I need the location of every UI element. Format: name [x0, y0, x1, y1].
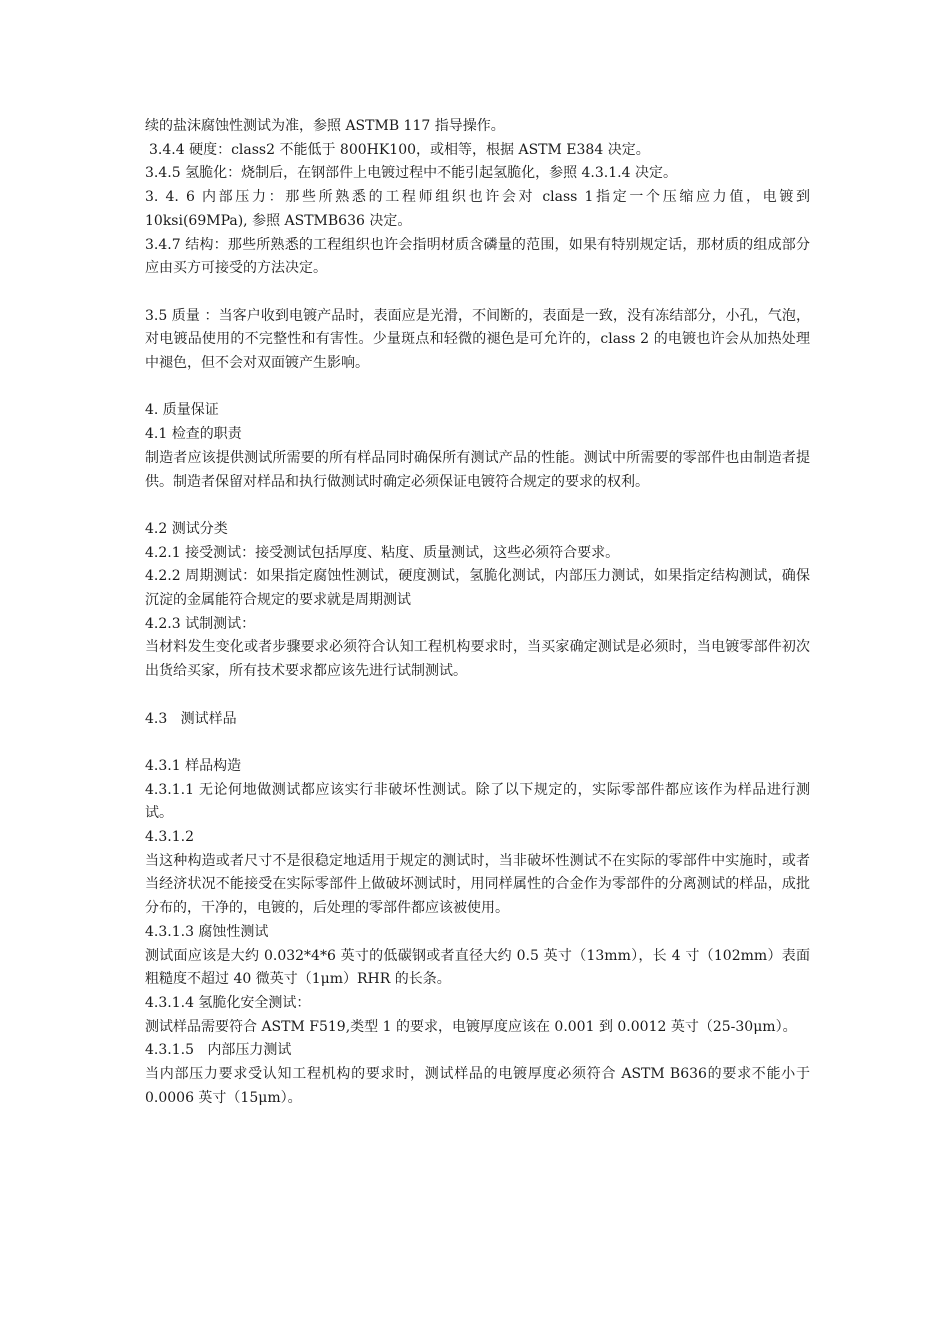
blank-line — [145, 494, 810, 518]
heading-4-2-3-trial-test: 4.2.3 试制测试： — [145, 615, 256, 632]
paragraph-4-1-body: 制造者应该提供测试所需要的所有样品同时确保所有测试产品的性能。测试中所需要的零部件也由制造者提供。制造者保留对样品和执行做测试时确定必须保证电镀符合规定的要求的权利。 — [145, 449, 810, 490]
paragraph-4-2-2-periodic-test: 4.2.2 周期测试：如果指定腐蚀性测试，硬度测试，氢脆化测试，内部压力测试，如果指定结构测试，确保沉淀的金属能符合规定的要求就是周期测试 — [145, 568, 810, 609]
paragraph-4-3-1-3-body: 测试面应该是大约 0.032*4*6 英寸的低碳钢或者直径大约 0.5 英寸（13mm），长 4 寸（102mm）表面粗糙度不超过 40 微英寸（1μm）RHR 的长条。 — [145, 947, 810, 988]
paragraph-4-3-1-1: 4.3.1.1 无论何地做测试都应该实行非破坏性测试。除了以下规定的，实际零部件都应该作为样品进行测试。 — [145, 781, 810, 822]
paragraph-4-2-1-acceptance-test: 4.2.1 接受测试：接受测试包括厚度、粘度、质量测试，这些必须符合要求。 — [145, 544, 620, 561]
paragraph-4-3-1-2-body: 当这种构造或者尺寸不是很稳定地适用于规定的测试时，当非破坏性测试不在实际的零部件中实施时，或者 当经济状况不能接受在实际零部件上做破坏测试时，用同样属性的合金作为零部件的分离测试的样品，成批分布的，干净的，电镀的，后处理的零部件都应该被使用。 — [145, 852, 810, 917]
paragraph-3-4-6-internal-stress: 3. 4. 6 内部压力：那些所熟悉的工程师组织也许会对 class 1指定一个压缩应力值，电镀到 10ksi(69MPa), 参照 ASTMB636 决定。 — [145, 189, 810, 229]
paragraph-salt-spray-continuation: 续的盐沫腐蚀性测试为准，参照 ASTMB 117 指导操作。 — [145, 118, 505, 134]
paragraph-4-2-3-body: 当材料发生变化或者步骤要求必须符合认知工程机构要求时，当买家确定测试是必须时，当电镀零部件初次出货给买家，所有技术要求都应该先进行试制测试。 — [145, 639, 810, 680]
heading-4-3-test-samples: 4.3 测试样品 — [145, 710, 237, 727]
paragraph-4-3-1-5-body: 当内部压力要求受认知工程机构的要求时，测试样品的电镀厚度必须符合 ASTM B636的要求不能小于 0.0006 英寸（15μm）。 — [145, 1066, 810, 1106]
blank-line — [145, 281, 810, 305]
blank-line — [145, 684, 810, 708]
heading-4-3-1-2: 4.3.1.2 — [145, 829, 194, 846]
heading-4-3-1-sample-construction: 4.3.1 样品构造 — [145, 757, 242, 774]
paragraph-3-4-5-hydrogen-embrittlement: 3.4.5 氢脆化：烧制后，在钢部件上电镀过程中不能引起氢脆化，参照 4.3.1.4 决定。 — [145, 165, 677, 182]
blank-line — [145, 376, 810, 400]
heading-4-quality-assurance: 4. 质量保证 — [145, 402, 219, 419]
paragraph-3-4-7-structure: 3.4.7 结构：那些所熟悉的工程组织也许会指明材质含磷量的范围，如果有特别规定话，那材质的组成部分应由买方可接受的方法决定。 — [145, 236, 810, 277]
heading-4-2-test-classification: 4.2 测试分类 — [145, 520, 228, 537]
paragraph-3-4-4-hardness: 3.4.4 硬度：class2 不能低于 800HK100，或相等，根据 ASTM E384 决定。 — [149, 141, 650, 158]
blank-line — [145, 731, 810, 755]
heading-4-1-inspection-responsibility: 4.1 检查的职责 — [145, 426, 242, 443]
document-body — [145, 115, 810, 1110]
heading-4-3-1-4-hydrogen-safety-test: 4.3.1.4 氢脆化安全测试： — [145, 994, 311, 1011]
heading-4-3-1-5-internal-stress-test: 4.3.1.5 内部压力测试 — [145, 1042, 292, 1059]
paragraph-3-5-quality: 3.5 质量 ：当客户收到电镀产品时，表面应是光滑，不间断的，表面是一致，没有冻结部分，小孔，气泡，对电镀品使用的不完整性和有害性。少量斑点和轻微的褪色是可允许的，class 2 的电镀也许会从加热处理中褪色，但不会对双面镀产生影响。 — [145, 307, 810, 372]
heading-4-3-1-3-corrosion-test: 4.3.1.3 腐蚀性测试 — [145, 923, 269, 940]
paragraph-4-3-1-4-body: 测试样品需要符合 ASTM F519,类型 1 的要求，电镀厚度应该在 0.001 到 0.0012 英寸（25-30μm）。 — [145, 1018, 797, 1035]
